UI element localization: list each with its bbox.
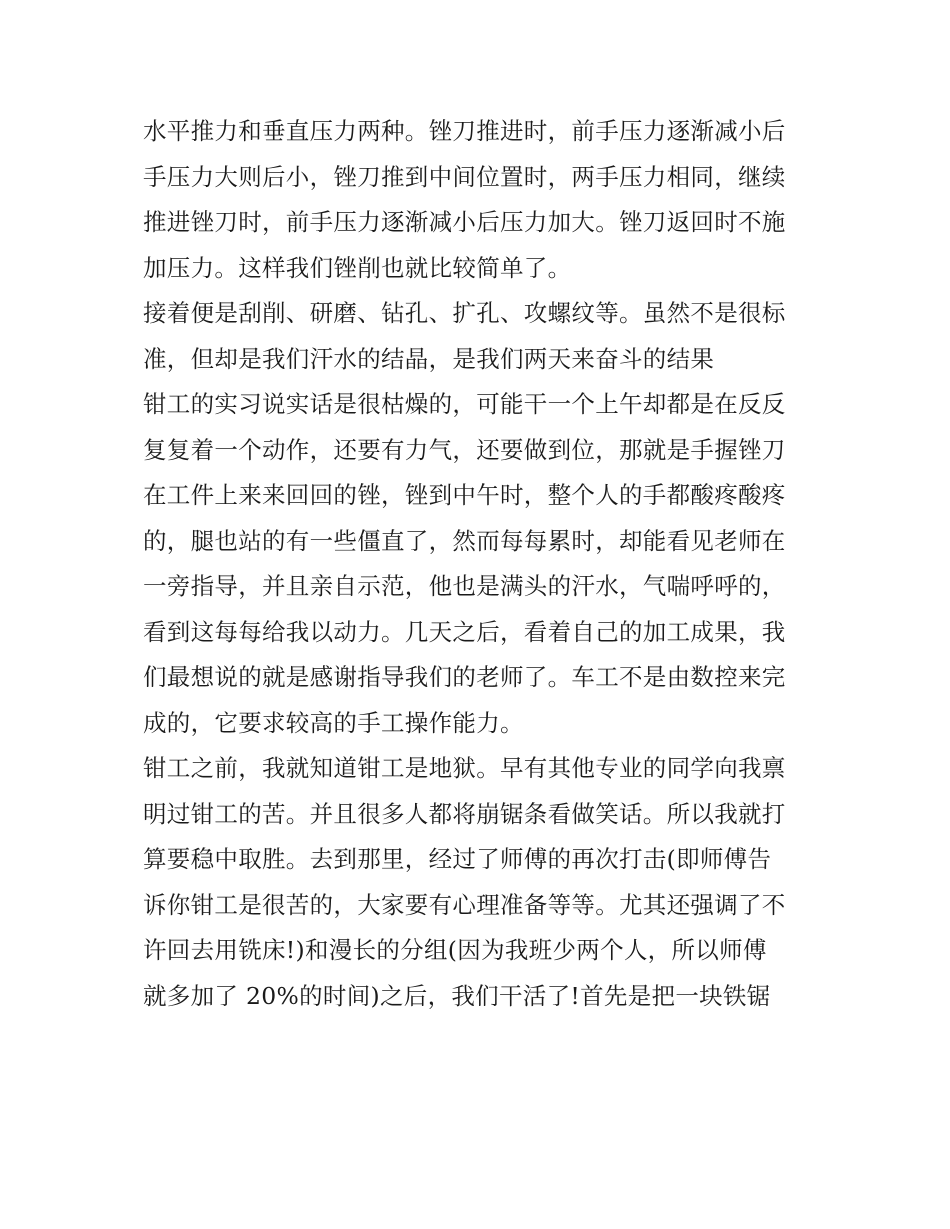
text-line: 在工件上来来回回的锉，锉到中午时，整个人的手都酸疼酸疼 [143,481,786,509]
text-line: 接着便是刮削、研磨、钻孔、扩孔、攻螺纹等。虽然不是很标 [143,299,786,327]
text-line: 加压力。这样我们锉削也就比较简单了。 [143,253,572,282]
text-line: 一旁指导，并且亲自示范，他也是满头的汗水，气喘呼呼的， [143,572,786,600]
text-line: 复复着一个动作，还要有力气，还要做到位，那就是手握锉刀 [143,435,786,464]
text-line: 手压力大则后小，锉刀推到中间位置时，两手压力相同，继续 [143,162,786,191]
text-line: 们最想说的就是感谢指导我们的老师了。车工不是由数控来完 [143,663,786,691]
text-line: 准，但却是我们汗水的结晶，是我们两天来奋斗的结果 [143,344,715,373]
text-line: 算要稳中取胜。去到那里，经过了师傅的再次打击(即师傅告 [143,845,772,873]
text-line: 水平推力和垂直压力两种。锉刀推进时，前手压力逐渐减小后 [143,117,786,145]
text-line: 就多加了 20%的时间)之后，我们干活了!首先是把一块铁锯 [143,981,771,1010]
text-line: 诉你钳工是很苦的，大家要有心理准备等等。尤其还强调了不 [143,890,786,919]
text-line: 看到这每每给我以动力。几天之后，看着自己的加工成果，我 [143,617,786,646]
text-line: 推进锉刀时，前手压力逐渐减小后压力加大。锉刀返回时不施 [143,208,786,236]
text-line: 钳工之前，我就知道钳工是地狱。早有其他专业的同学向我禀 [143,754,786,782]
text-line: 钳工的实习说实话是很枯燥的，可能干一个上午却都是在反反 [143,390,786,418]
text-line: 成的，它要求较高的手工操作能力。 [143,708,524,737]
text-line: 明过钳工的苦。并且很多人都将崩锯条看做笑话。所以我就打 [143,799,786,828]
body-text [143,109,823,1019]
text-line: 许回去用铣床!)和漫长的分组(因为我班少两个人，所以师傅 [143,936,767,964]
text-line: 的，腿也站的有一些僵直了，然而每每累时，却能看见老师在 [143,526,786,555]
